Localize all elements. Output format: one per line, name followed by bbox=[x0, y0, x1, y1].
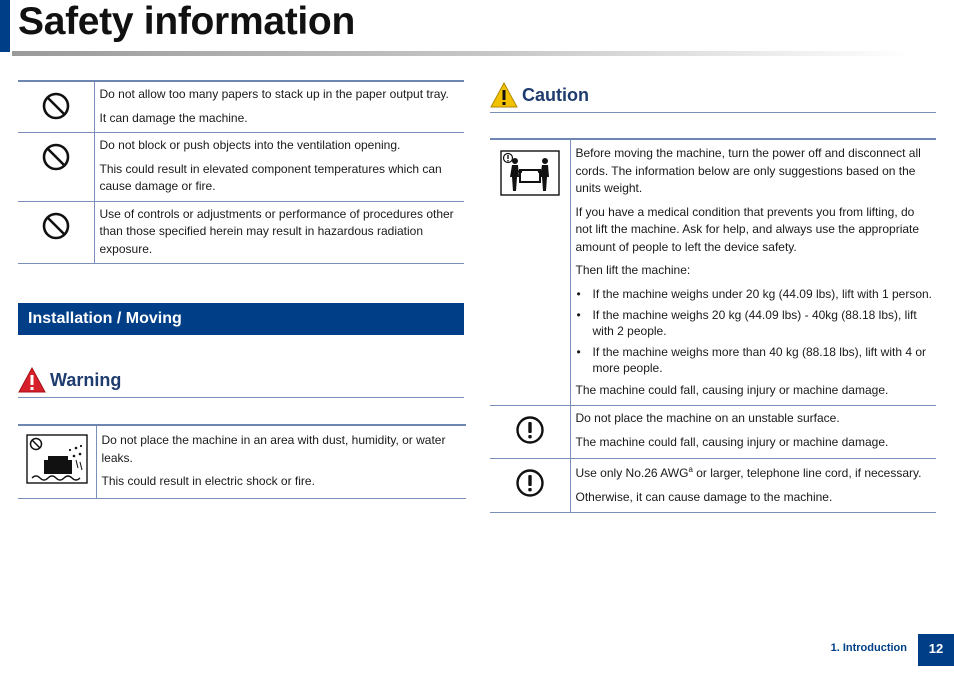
list-item: • If the machine weighs under 20 kg (44.09 lbs), lift with 1 person. bbox=[576, 286, 933, 302]
prohibition-icon bbox=[41, 91, 71, 121]
table-row bbox=[18, 133, 464, 202]
warning-table bbox=[18, 424, 466, 499]
exclamation-circle-icon bbox=[515, 415, 545, 445]
caution-rule bbox=[490, 112, 936, 113]
caution-triangle-icon bbox=[490, 82, 518, 108]
list-item: • If the machine weighs more than 40 kg (88.18 lbs), lift with 4 or more people. bbox=[576, 344, 933, 376]
exclamation-circle-icon bbox=[515, 468, 545, 498]
row-text: Then lift the machine: bbox=[575, 263, 691, 277]
title-underline bbox=[12, 51, 912, 56]
row-text: Do not block or push objects into the ventilation opening. bbox=[99, 138, 401, 152]
table-row bbox=[18, 201, 464, 264]
page-title: Safety information bbox=[18, 0, 355, 43]
title-accent-bar bbox=[0, 0, 10, 52]
row-text: It can damage the machine. bbox=[99, 110, 248, 125]
caution-label: Caution bbox=[522, 85, 589, 105]
warning-rule bbox=[18, 397, 464, 398]
footer-chapter: 1. Introduction bbox=[830, 642, 907, 654]
weight-list bbox=[576, 286, 933, 376]
row-text: The machine could fall, causing injury or machine damage. bbox=[575, 434, 889, 449]
row-text: If you have a medical condition that prevents you from lifting, do not lift the machine. Ask for help, and always use the appropriate amount of people to left the device safety. bbox=[575, 204, 920, 254]
table-row bbox=[18, 81, 464, 133]
row-text: This could result in elevated component temperatures which can cause damage or fire. bbox=[99, 161, 442, 193]
row-text: Use only No.26 AWG$^a$ or larger, telephone line cord, if necessary. bbox=[575, 465, 922, 480]
list-item: • If the machine weighs 20 kg (44.09 lbs) - 40kg (88.18 lbs), lift with 2 people. bbox=[576, 307, 933, 339]
two-person-lift-icon bbox=[500, 150, 560, 196]
table-row bbox=[490, 459, 936, 513]
row-text: Use of controls or adjustments or performance of procedures other than those specified herein may result in hazardous radiation exposure. bbox=[99, 206, 454, 256]
table-row bbox=[490, 139, 936, 406]
prohibition-icon bbox=[41, 211, 71, 241]
row-text: Otherwise, it can cause damage to the machine. bbox=[575, 489, 833, 504]
row-text: Before moving the machine, turn the power off and disconnect all cords. The information below are only suggestions based on the units weight. bbox=[575, 146, 921, 195]
table-row bbox=[490, 406, 936, 459]
row-text: This could result in electric shock or fire. bbox=[101, 474, 315, 488]
prohibition-icon bbox=[41, 142, 71, 172]
caution-table bbox=[490, 138, 936, 513]
no-humid-place-icon bbox=[26, 434, 88, 484]
section-heading-installation: Installation / Moving bbox=[18, 303, 464, 335]
warning-label: Warning bbox=[50, 370, 122, 390]
row-text: Do not place the machine on an unstable surface. bbox=[575, 411, 840, 425]
row-text: Do not allow too many papers to stack up in the paper output tray. bbox=[99, 87, 449, 101]
table-row bbox=[18, 425, 466, 498]
prohibition-table bbox=[18, 80, 464, 264]
page-number: 12 bbox=[918, 634, 954, 666]
row-text: Do not place the machine in an area with dust, humidity, or water leaks. bbox=[101, 433, 446, 465]
warning-triangle-icon bbox=[18, 367, 46, 393]
row-text: The machine could fall, causing injury or machine damage. bbox=[575, 382, 889, 397]
